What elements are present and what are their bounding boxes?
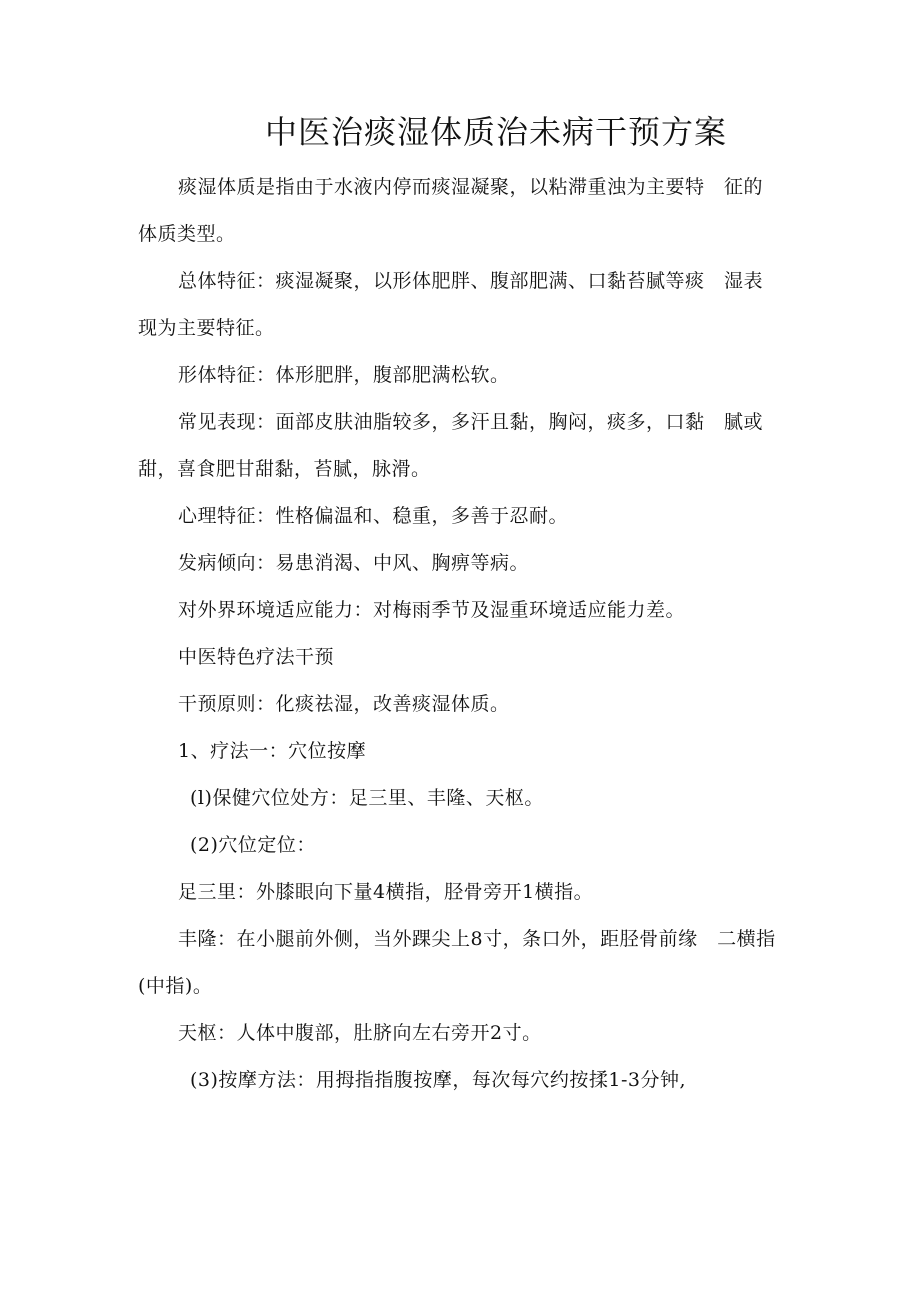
document-title: 中医治痰湿体质治未病干预方案 [264, 113, 727, 151]
paragraph-common-symptoms: 常见表现：面部皮肤油脂较多，多汗且黏，胸闷，痰多，口黏 腻或甜，喜食肥甘甜黏，苔腻，脉滑。 [138, 411, 764, 480]
paragraph-disease-tendency: 发病倾向：易患消渴、中风、胸痹等病。 [178, 552, 530, 574]
document-body [138, 164, 780, 1104]
paragraph-zusanli: 足三里：外膝眼向下量4横指，胫骨旁开1横指。 [178, 881, 594, 903]
paragraph-definition: 痰湿体质是指由于水液内停而痰湿凝聚，以粘滞重浊为主要特 征的体质类型。 [138, 176, 764, 245]
paragraph-environment-adaptability: 对外界环境适应能力：对梅雨季节及湿重环境适应能力差。 [178, 599, 686, 621]
paragraph-psychological-features: 心理特征：性格偏温和、稳重，多善于忍耐。 [178, 505, 569, 527]
paragraph-acupoint-location-heading: (2)穴位定位： [190, 834, 316, 856]
paragraph-body-features: 形体特征：体形肥胖，腹部肥满松软。 [178, 364, 510, 386]
paragraph-intervention-principle: 干预原则：化痰祛湿，改善痰湿体质。 [178, 693, 510, 715]
paragraph-overall-features: 总体特征：痰湿凝聚，以形体肥胖、腹部肥满、口黏苔腻等痰 湿表现为主要特征。 [138, 270, 764, 339]
section-heading-tcm-therapy: 中医特色疗法干预 [178, 646, 335, 668]
section-heading-therapy-one: 1、疗法一：穴位按摩 [178, 740, 367, 762]
paragraph-fenglong: 丰隆：在小腿前外侧，当外踝尖上8寸，条口外，距胫骨前缘 二横指(中指)。 [138, 928, 776, 997]
paragraph-acupoint-prescription: (l)保健穴位处方：足三里、丰隆、天枢。 [190, 787, 544, 809]
paragraph-massage-method: (3)按摩方法：用拇指指腹按摩，每次每穴约按揉1-3分钟, [190, 1069, 687, 1091]
paragraph-tianshu: 天枢：人体中腹部，肚脐向左右旁开2寸。 [178, 1022, 542, 1044]
